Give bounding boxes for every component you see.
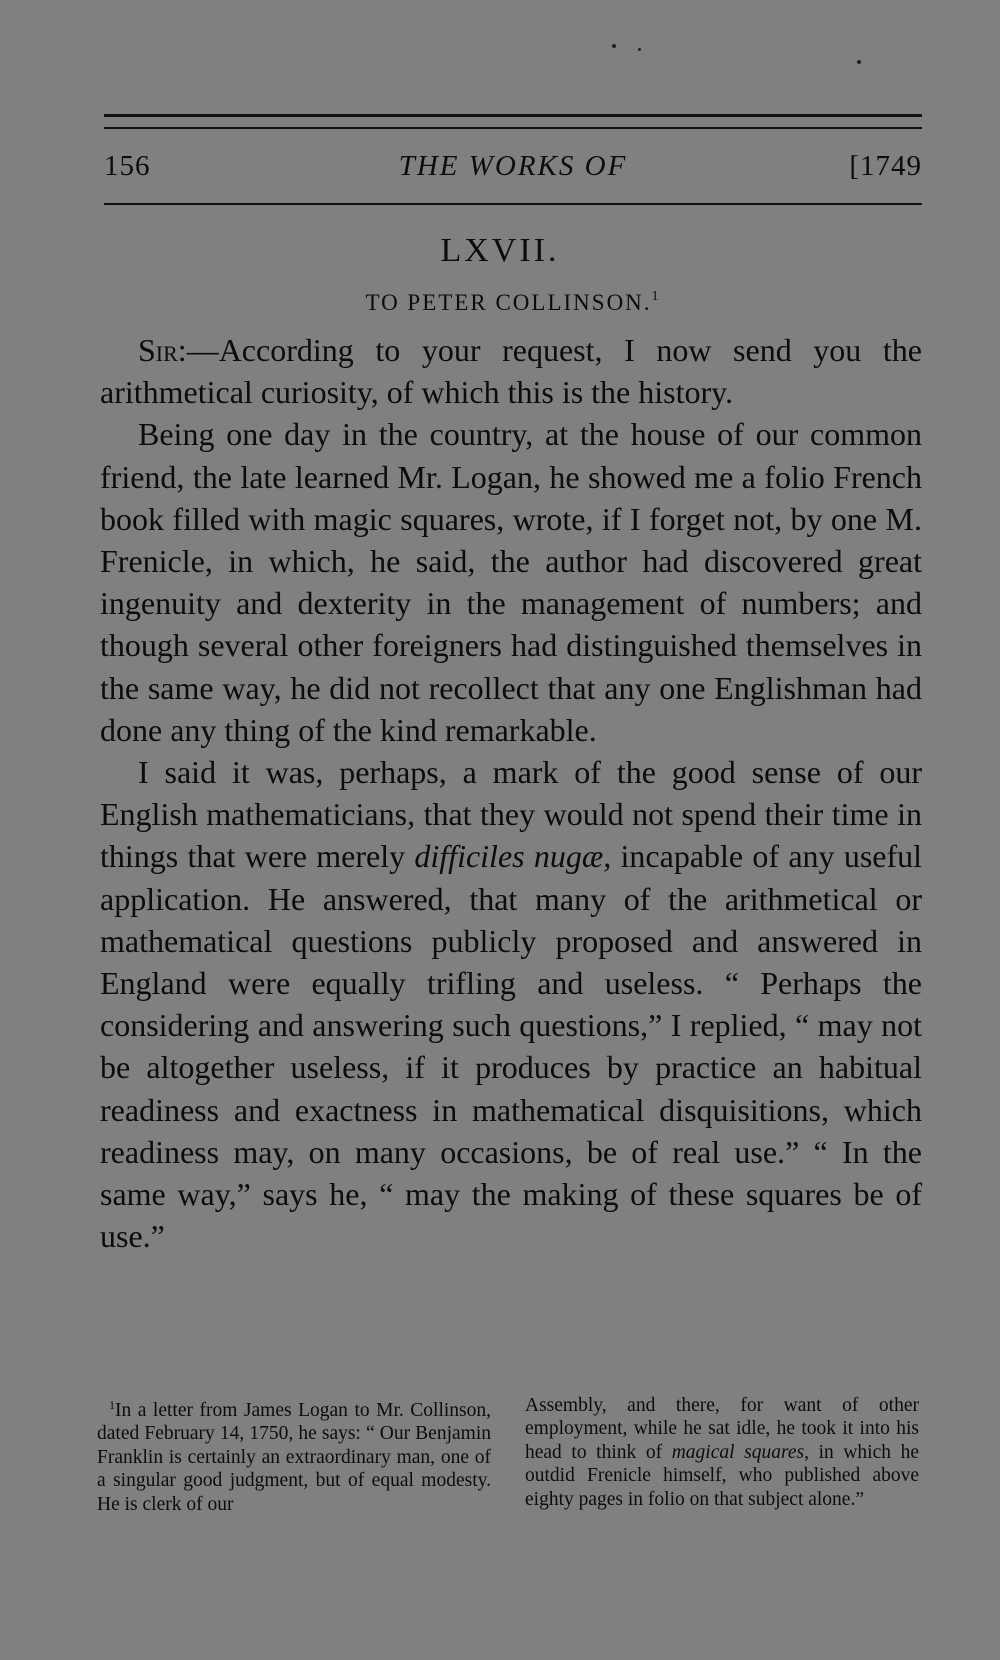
paragraph: Being one day in the country, at the house of our common friend, the late learned Mr. Logan, he showed me a folio French book filled with magic squares, wrote, if I forget not, by one M. Frenicle, in which, he said, the author had discovered great ingenuity and dexterity in the management of numbers; and though several other foreigners had distinguished themselves in the same way, he did not recollect that any one Englishman had done any thing of the kind remarkable. [100,416,922,748]
print-speck [857,60,861,64]
footnote-column-right [525,1394,919,1511]
addressee-text: TO PETER COLLINSON. [365,290,652,315]
paragraph-text: incapable of any useful application. He answered, that many of the arithmetical or mathematical questions publicly proposed and answered in England were equally trifling and useless. “ Perhaps the considering and answering such questions,” I replied, “ may not be altogether useless, if it produces by practice an habitual readiness and exactness in mathematical disquisitions, which readiness may, on many occasions, be of real use.” “ In the same way,” says he, “ may the making of these squares be of use.” [100,838,923,1255]
footnote-text: In a letter from James Logan to Mr. Collinson, dated February 14, 1750, he says: “ Our Benjamin Franklin is certainly an extraordinary man, one of a singular good judgment, but of equal modesty. He is clerk of our [97,1400,491,1515]
running-title: THE WORKS OF [398,150,628,182]
latin-phrase: difficiles nugæ, [414,838,612,875]
running-year: [1749 [849,150,922,182]
footnote-text: in which he outdid Frenicle himself, who published above eighty pages in folio on that subject alone.” [525,1441,920,1510]
running-head [104,150,922,190]
salutation: Sir [138,332,178,368]
print-speck [612,44,616,48]
letter-body [100,329,922,1257]
footnote-reference: 1 [651,289,659,304]
footnote-text: Assembly, and there, for want of other employment, while he sat idle, he took it into his head to think of [525,1395,919,1463]
top-rule-thin [104,127,922,129]
addressee-heading [0,289,1000,316]
letter-number: LXVII. [440,232,560,269]
paragraph-text: I said it was, perhaps, a mark of the good sense of our English mathematicians, that they would not spend their time in things that were merely [100,754,922,875]
footnote-mark: 1 [109,1398,115,1412]
top-rule [104,114,922,117]
paragraph-text: :—According to your request, I now send you the arithmetical curiosity, of which this is the history. [100,332,922,411]
page-number: 156 [104,150,151,182]
paragraph [100,751,922,1257]
footnote-column-left [97,1394,491,1516]
paragraph [100,329,922,413]
print-speck [638,48,641,51]
header-rule [104,203,922,205]
footnote-italic: magical squares, [671,1441,809,1463]
